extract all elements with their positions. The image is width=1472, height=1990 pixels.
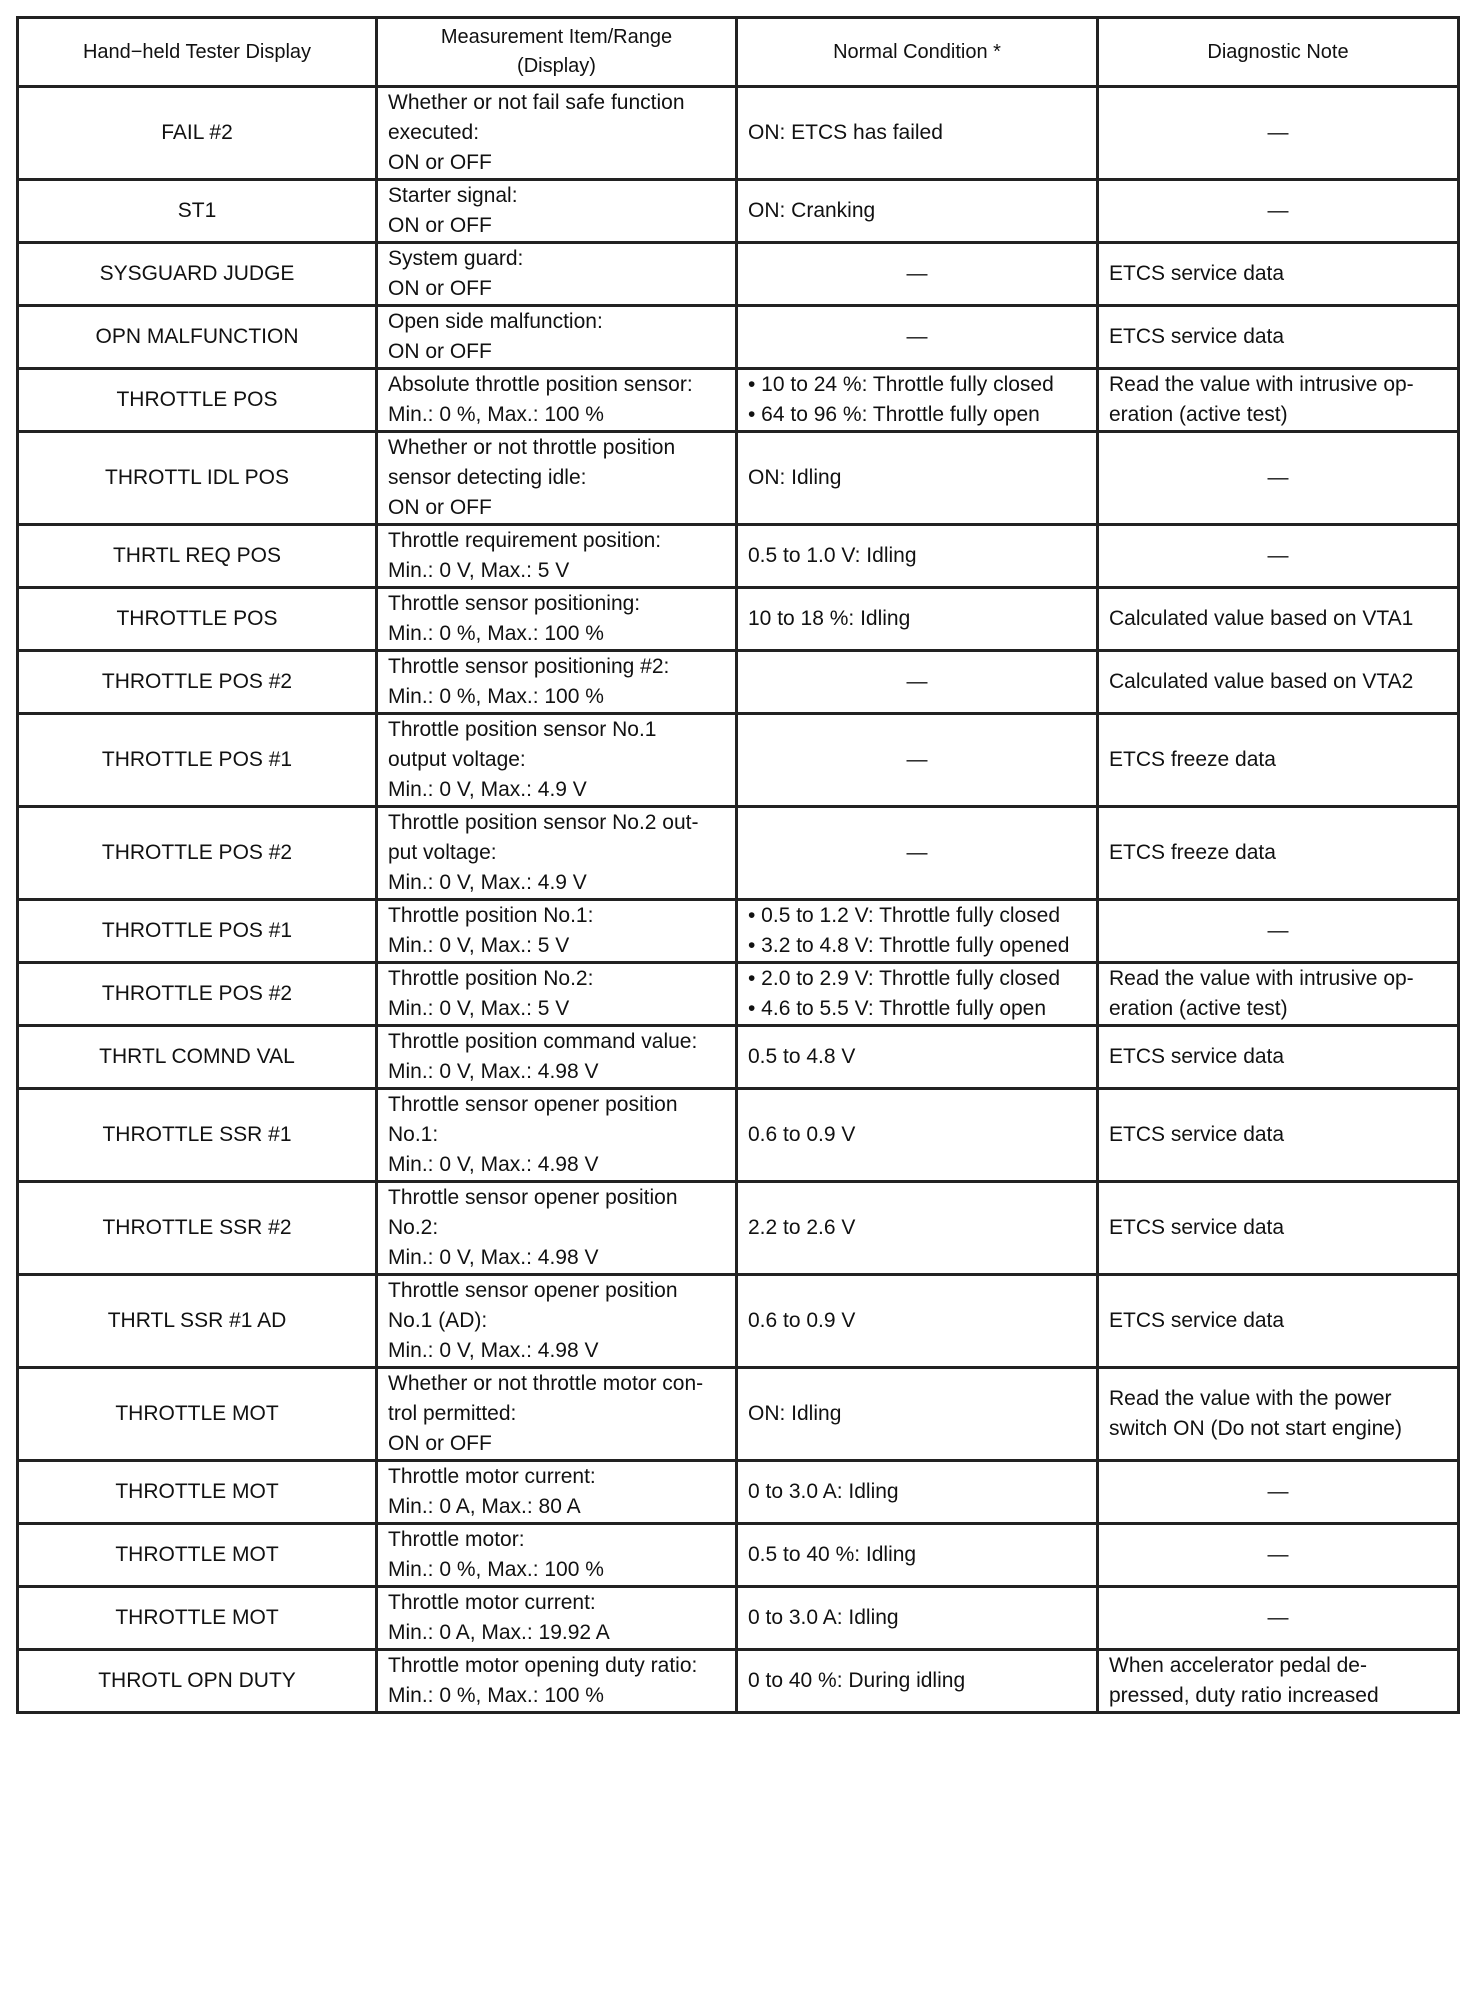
cell-tester-display: THROTTLE SSR #2 xyxy=(18,1182,377,1275)
cell-normal-condition-line: 0.5 to 1.0 V: Idling xyxy=(748,544,917,567)
cell-diagnostic-note-line: eration (active test) xyxy=(1109,403,1288,426)
header-diagnostic-note: Diagnostic Note xyxy=(1098,18,1459,87)
cell-tester-display: THROTL OPN DUTY xyxy=(18,1650,377,1713)
cell-diagnostic-note xyxy=(1098,651,1459,714)
cell-measurement-item xyxy=(377,714,737,807)
cell-measurement-item xyxy=(377,807,737,900)
cell-diagnostic-note-line: — xyxy=(1267,199,1289,222)
cell-diagnostic-note-line: ETCS service data xyxy=(1109,1216,1285,1239)
cell-measurement-item xyxy=(377,306,737,369)
table-row xyxy=(18,1461,1459,1524)
cell-normal-condition-line: ON: Idling xyxy=(748,466,842,489)
table-row xyxy=(18,180,1459,243)
cell-measurement-item xyxy=(377,525,737,588)
table-row xyxy=(18,807,1459,900)
cell-diagnostic-note xyxy=(1098,432,1459,525)
cell-measurement-item-line: No.1: xyxy=(388,1123,439,1146)
header-normal-condition: Normal Condition * xyxy=(737,18,1098,87)
cell-normal-condition xyxy=(737,432,1098,525)
cell-normal-condition-line: 0.5 to 4.8 V xyxy=(748,1045,856,1068)
cell-measurement-item-line: ON or OFF xyxy=(388,151,492,174)
cell-normal-condition xyxy=(737,900,1098,963)
cell-diagnostic-note xyxy=(1098,588,1459,651)
cell-normal-condition-line: 0.6 to 0.9 V xyxy=(748,1309,856,1332)
cell-measurement-item-line: Throttle sensor opener position xyxy=(388,1186,678,1209)
cell-normal-condition xyxy=(737,180,1098,243)
cell-normal-condition xyxy=(737,87,1098,180)
table-row xyxy=(18,651,1459,714)
cell-measurement-item-line: Throttle sensor opener position xyxy=(388,1279,678,1302)
data-list-table xyxy=(16,16,1460,1714)
cell-measurement-item-line: No.2: xyxy=(388,1216,439,1239)
cell-normal-condition-line: ON: ETCS has failed xyxy=(748,121,943,144)
cell-diagnostic-note-line: ETCS service data xyxy=(1109,262,1285,285)
cell-diagnostic-note xyxy=(1098,1275,1459,1368)
cell-normal-condition-line: — xyxy=(906,670,928,693)
cell-measurement-item xyxy=(377,369,737,432)
cell-tester-display: THROTTLE POS xyxy=(18,369,377,432)
cell-measurement-item-line: trol permitted: xyxy=(388,1402,517,1425)
cell-tester-display: THROTTLE MOT xyxy=(18,1461,377,1524)
cell-measurement-item xyxy=(377,1650,737,1713)
cell-measurement-item-line: Throttle position sensor No.1 xyxy=(388,718,657,741)
cell-diagnostic-note-line: ETCS service data xyxy=(1109,325,1285,348)
cell-normal-condition-line: 2.2 to 2.6 V xyxy=(748,1216,856,1239)
cell-measurement-item-line: Starter signal: xyxy=(388,184,518,207)
cell-tester-display: THROTTLE MOT xyxy=(18,1524,377,1587)
table-row xyxy=(18,1182,1459,1275)
cell-diagnostic-note xyxy=(1098,1026,1459,1089)
cell-normal-condition xyxy=(737,651,1098,714)
cell-measurement-item-line: Min.: 0 V, Max.: 4.98 V xyxy=(388,1339,599,1362)
cell-diagnostic-note-line: ETCS service data xyxy=(1109,1045,1285,1068)
cell-normal-condition xyxy=(737,714,1098,807)
cell-normal-condition-line: ON: Idling xyxy=(748,1402,842,1425)
cell-diagnostic-note xyxy=(1098,963,1459,1026)
cell-tester-display: THROTTLE POS #1 xyxy=(18,900,377,963)
cell-tester-display: THROTTL IDL POS xyxy=(18,432,377,525)
cell-tester-display: THRTL SSR #1 AD xyxy=(18,1275,377,1368)
cell-normal-condition xyxy=(737,1650,1098,1713)
cell-measurement-item-line: Min.: 0 %, Max.: 100 % xyxy=(388,1684,604,1707)
cell-measurement-item-line: output voltage: xyxy=(388,748,526,771)
table-row xyxy=(18,243,1459,306)
cell-measurement-item-line: Min.: 0 V, Max.: 5 V xyxy=(388,934,570,957)
cell-normal-condition-line: ON: Cranking xyxy=(748,199,876,222)
cell-diagnostic-note-line: ETCS freeze data xyxy=(1109,748,1276,771)
cell-normal-condition-line: • 3.2 to 4.8 V: Throttle fully opened xyxy=(748,934,1070,957)
cell-diagnostic-note-line: ETCS freeze data xyxy=(1109,841,1276,864)
cell-measurement-item-line: Throttle motor opening duty ratio: xyxy=(388,1654,698,1677)
cell-normal-condition-line: 0 to 3.0 A: Idling xyxy=(748,1480,899,1503)
cell-normal-condition-line: 10 to 18 %: Idling xyxy=(748,607,911,630)
cell-diagnostic-note-line: — xyxy=(1267,544,1289,567)
cell-normal-condition-line: • 0.5 to 1.2 V: Throttle fully closed xyxy=(748,904,1061,927)
cell-measurement-item-line: Min.: 0 V, Max.: 4.9 V xyxy=(388,778,587,801)
cell-normal-condition xyxy=(737,1524,1098,1587)
cell-tester-display: FAIL #2 xyxy=(18,87,377,180)
cell-measurement-item-line: executed: xyxy=(388,121,480,144)
cell-diagnostic-note-line: eration (active test) xyxy=(1109,997,1288,1020)
cell-measurement-item-line: System guard: xyxy=(388,247,524,270)
header-tester-display: Hand−held Tester Display xyxy=(18,18,377,87)
cell-diagnostic-note-line: Read the value with intrusive op- xyxy=(1109,967,1414,990)
cell-diagnostic-note xyxy=(1098,807,1459,900)
cell-diagnostic-note-line: — xyxy=(1267,121,1289,144)
cell-tester-display: THROTTLE POS #2 xyxy=(18,651,377,714)
cell-normal-condition xyxy=(737,963,1098,1026)
table-row xyxy=(18,1275,1459,1368)
cell-measurement-item xyxy=(377,963,737,1026)
cell-normal-condition-line: 0.6 to 0.9 V xyxy=(748,1123,856,1146)
cell-diagnostic-note-line: ETCS service data xyxy=(1109,1309,1285,1332)
cell-measurement-item-line: Throttle motor current: xyxy=(388,1465,596,1488)
cell-normal-condition xyxy=(737,1026,1098,1089)
cell-measurement-item-line: Throttle sensor positioning: xyxy=(388,592,641,615)
table-row xyxy=(18,1026,1459,1089)
cell-diagnostic-note xyxy=(1098,525,1459,588)
cell-measurement-item-line: Throttle position No.1: xyxy=(388,904,594,927)
cell-measurement-item xyxy=(377,1275,737,1368)
cell-normal-condition-line: 0 to 3.0 A: Idling xyxy=(748,1606,899,1629)
cell-measurement-item-line: sensor detecting idle: xyxy=(388,466,587,489)
table-row xyxy=(18,1524,1459,1587)
cell-measurement-item-line: Throttle position sensor No.2 out- xyxy=(388,811,699,834)
header-measurement-item xyxy=(377,18,737,87)
cell-normal-condition-line: — xyxy=(906,262,928,285)
cell-normal-condition-line: 0 to 40 %: During idling xyxy=(748,1669,966,1692)
header-measurement-line2: (Display) xyxy=(517,55,596,77)
cell-tester-display: THRTL COMND VAL xyxy=(18,1026,377,1089)
cell-measurement-item xyxy=(377,243,737,306)
cell-diagnostic-note xyxy=(1098,1524,1459,1587)
table-row xyxy=(18,588,1459,651)
cell-diagnostic-note xyxy=(1098,1089,1459,1182)
cell-measurement-item-line: put voltage: xyxy=(388,841,497,864)
table-row xyxy=(18,369,1459,432)
cell-measurement-item-line: Whether or not fail safe function xyxy=(388,91,685,114)
cell-normal-condition xyxy=(737,1182,1098,1275)
cell-tester-display: THRTL REQ POS xyxy=(18,525,377,588)
cell-measurement-item xyxy=(377,1089,737,1182)
cell-normal-condition-line: • 4.6 to 5.5 V: Throttle fully open xyxy=(748,997,1047,1020)
cell-measurement-item xyxy=(377,1182,737,1275)
cell-measurement-item-line: Whether or not throttle motor con- xyxy=(388,1372,704,1395)
cell-normal-condition xyxy=(737,588,1098,651)
cell-measurement-item-line: ON or OFF xyxy=(388,496,492,519)
cell-tester-display: OPN MALFUNCTION xyxy=(18,306,377,369)
cell-normal-condition-line: • 64 to 96 %: Throttle fully open xyxy=(748,403,1040,426)
cell-tester-display: THROTTLE SSR #1 xyxy=(18,1089,377,1182)
cell-normal-condition-line: — xyxy=(906,748,928,771)
cell-diagnostic-note xyxy=(1098,900,1459,963)
table-row xyxy=(18,525,1459,588)
cell-diagnostic-note xyxy=(1098,1182,1459,1275)
cell-measurement-item-line: Absolute throttle position sensor: xyxy=(388,373,693,396)
cell-normal-condition-line: — xyxy=(906,841,928,864)
cell-measurement-item xyxy=(377,432,737,525)
cell-diagnostic-note-line: Calculated value based on VTA2 xyxy=(1109,670,1414,693)
cell-diagnostic-note xyxy=(1098,714,1459,807)
cell-measurement-item xyxy=(377,87,737,180)
cell-diagnostic-note-line: Read the value with the power xyxy=(1109,1387,1392,1410)
cell-diagnostic-note-line: ETCS service data xyxy=(1109,1123,1285,1146)
cell-normal-condition xyxy=(737,243,1098,306)
cell-diagnostic-note-line: When accelerator pedal de- xyxy=(1109,1654,1367,1677)
header-measurement-line1: Measurement Item/Range xyxy=(440,26,673,48)
cell-measurement-item-line: Throttle requirement position: xyxy=(388,529,662,552)
cell-measurement-item-line: ON or OFF xyxy=(388,340,492,363)
cell-normal-condition-line: • 10 to 24 %: Throttle fully closed xyxy=(748,373,1054,396)
cell-diagnostic-note xyxy=(1098,243,1459,306)
cell-tester-display: ST1 xyxy=(18,180,377,243)
table-row xyxy=(18,87,1459,180)
table-row xyxy=(18,714,1459,807)
cell-measurement-item xyxy=(377,180,737,243)
cell-measurement-item xyxy=(377,1368,737,1461)
cell-normal-condition xyxy=(737,369,1098,432)
cell-normal-condition xyxy=(737,1587,1098,1650)
cell-diagnostic-note xyxy=(1098,1368,1459,1461)
cell-measurement-item-line: No.1 (AD): xyxy=(388,1309,488,1332)
cell-tester-display: THROTTLE POS #1 xyxy=(18,714,377,807)
cell-measurement-item-line: Min.: 0 V, Max.: 4.98 V xyxy=(388,1246,599,1269)
table-row xyxy=(18,1368,1459,1461)
cell-normal-condition xyxy=(737,1461,1098,1524)
cell-measurement-item-line: ON or OFF xyxy=(388,277,492,300)
cell-measurement-item-line: Min.: 0 V, Max.: 4.98 V xyxy=(388,1153,599,1176)
cell-diagnostic-note xyxy=(1098,1461,1459,1524)
cell-tester-display: SYSGUARD JUDGE xyxy=(18,243,377,306)
cell-measurement-item-line: Min.: 0 V, Max.: 5 V xyxy=(388,997,570,1020)
cell-normal-condition-line: • 2.0 to 2.9 V: Throttle fully closed xyxy=(748,967,1061,990)
cell-diagnostic-note xyxy=(1098,180,1459,243)
cell-tester-display: THROTTLE POS xyxy=(18,588,377,651)
cell-diagnostic-note-line: — xyxy=(1267,1480,1289,1503)
header-row xyxy=(18,18,1459,87)
cell-measurement-item-line: Throttle position No.2: xyxy=(388,967,594,990)
cell-diagnostic-note-line: Read the value with intrusive op- xyxy=(1109,373,1414,396)
cell-measurement-item-line: Min.: 0 %, Max.: 100 % xyxy=(388,685,604,708)
table-row xyxy=(18,432,1459,525)
table-row xyxy=(18,1650,1459,1713)
cell-measurement-item-line: ON or OFF xyxy=(388,1432,492,1455)
cell-normal-condition xyxy=(737,807,1098,900)
cell-measurement-item-line: Throttle sensor positioning #2: xyxy=(388,655,670,678)
table-row xyxy=(18,1587,1459,1650)
cell-diagnostic-note-line: — xyxy=(1267,1606,1289,1629)
cell-measurement-item xyxy=(377,588,737,651)
cell-diagnostic-note-line: — xyxy=(1267,466,1289,489)
cell-measurement-item-line: ON or OFF xyxy=(388,214,492,237)
table-row xyxy=(18,306,1459,369)
table-row xyxy=(18,963,1459,1026)
cell-measurement-item-line: Min.: 0 %, Max.: 100 % xyxy=(388,622,604,645)
table-row xyxy=(18,900,1459,963)
cell-normal-condition xyxy=(737,306,1098,369)
cell-measurement-item-line: Min.: 0 A, Max.: 80 A xyxy=(388,1495,581,1518)
cell-measurement-item xyxy=(377,900,737,963)
cell-measurement-item-line: Open side malfunction: xyxy=(388,310,603,333)
cell-normal-condition xyxy=(737,525,1098,588)
cell-measurement-item-line: Min.: 0 V, Max.: 4.9 V xyxy=(388,871,587,894)
cell-measurement-item-line: Min.: 0 %, Max.: 100 % xyxy=(388,403,604,426)
cell-measurement-item-line: Throttle motor current: xyxy=(388,1591,596,1614)
cell-diagnostic-note-line: — xyxy=(1267,919,1289,942)
cell-measurement-item xyxy=(377,1587,737,1650)
cell-measurement-item-line: Min.: 0 V, Max.: 5 V xyxy=(388,559,570,582)
cell-normal-condition xyxy=(737,1089,1098,1182)
cell-diagnostic-note xyxy=(1098,369,1459,432)
cell-normal-condition-line: — xyxy=(906,325,928,348)
cell-measurement-item-line: Min.: 0 V, Max.: 4.98 V xyxy=(388,1060,599,1083)
cell-diagnostic-note-line: Calculated value based on VTA1 xyxy=(1109,607,1414,630)
cell-diagnostic-note xyxy=(1098,1650,1459,1713)
cell-tester-display: THROTTLE POS #2 xyxy=(18,807,377,900)
cell-measurement-item xyxy=(377,1026,737,1089)
cell-measurement-item-line: Throttle position command value: xyxy=(388,1030,698,1053)
cell-diagnostic-note-line: — xyxy=(1267,1543,1289,1566)
cell-tester-display: THROTTLE POS #2 xyxy=(18,963,377,1026)
cell-diagnostic-note xyxy=(1098,87,1459,180)
cell-tester-display: THROTTLE MOT xyxy=(18,1368,377,1461)
cell-diagnostic-note xyxy=(1098,306,1459,369)
cell-measurement-item-line: Min.: 0 %, Max.: 100 % xyxy=(388,1558,604,1581)
table-row xyxy=(18,1089,1459,1182)
cell-tester-display: THROTTLE MOT xyxy=(18,1587,377,1650)
cell-normal-condition xyxy=(737,1275,1098,1368)
cell-measurement-item xyxy=(377,1524,737,1587)
cell-diagnostic-note xyxy=(1098,1587,1459,1650)
cell-normal-condition-line: 0.5 to 40 %: Idling xyxy=(748,1543,917,1566)
cell-measurement-item-line: Min.: 0 A, Max.: 19.92 A xyxy=(388,1621,610,1644)
cell-measurement-item-line: Throttle motor: xyxy=(388,1528,525,1551)
cell-measurement-item-line: Whether or not throttle position xyxy=(388,436,676,459)
cell-diagnostic-note-line: switch ON (Do not start engine) xyxy=(1109,1417,1402,1440)
cell-normal-condition xyxy=(737,1368,1098,1461)
cell-measurement-item xyxy=(377,1461,737,1524)
cell-measurement-item xyxy=(377,651,737,714)
cell-measurement-item-line: Throttle sensor opener position xyxy=(388,1093,678,1116)
cell-diagnostic-note-line: pressed, duty ratio increased xyxy=(1109,1684,1379,1707)
